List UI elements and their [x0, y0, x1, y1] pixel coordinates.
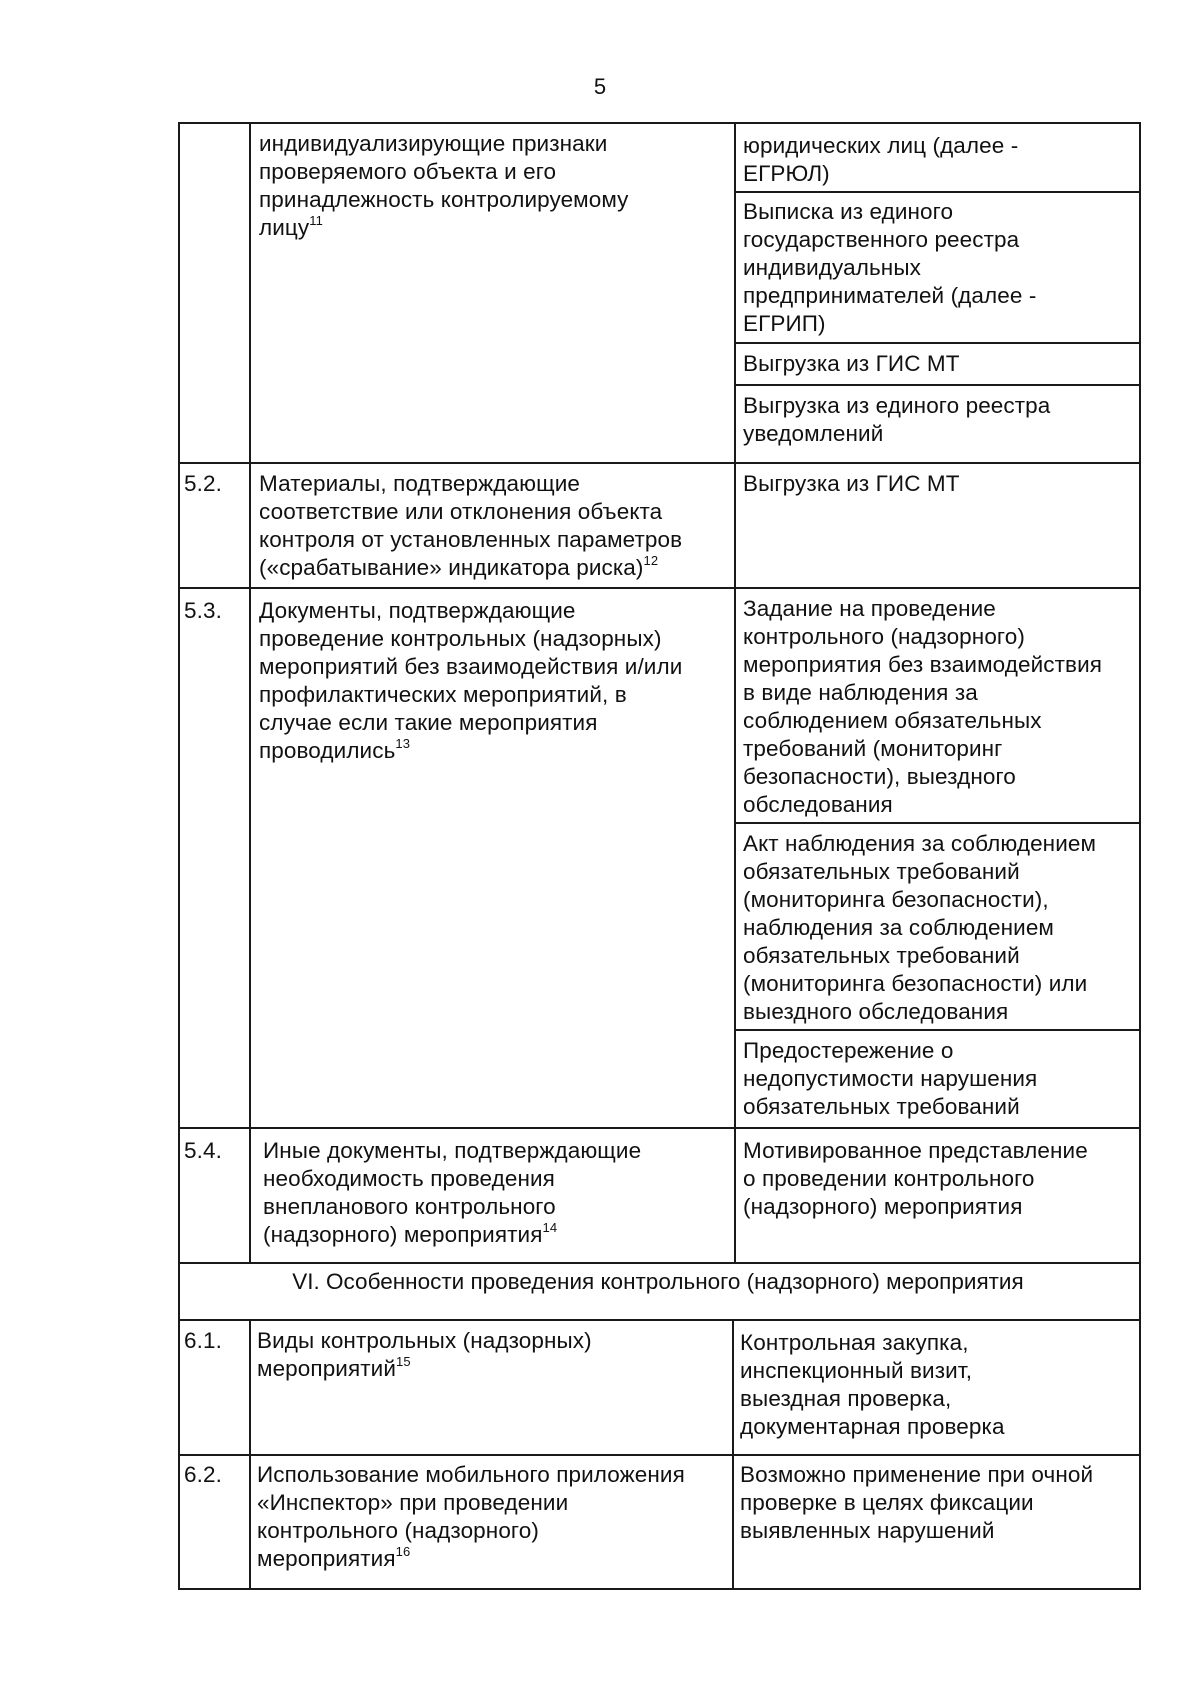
description-text: Иные документы, подтверждающие необходимость проведения внепланового контрольного (надзорного) мероприятия	[263, 1138, 642, 1247]
row-5-1-source-2: Выписка из единого государственного реестра индивидуальных предпринимателей (далее - ЕГРИП)	[743, 199, 1037, 336]
row-divider	[178, 1454, 1140, 1456]
subcell-divider	[734, 822, 1140, 824]
row-number: 5.3.	[184, 598, 222, 623]
row-5-3-source-2: Акт наблюдения за соблюдением обязательных требований (мониторинга безопасности), наблюдения за соблюдением обязательных требований (мониторинга безопасности) или выездного обследования	[743, 831, 1097, 1024]
page-number: 5	[593, 74, 607, 99]
row-divider	[178, 587, 1140, 589]
footnote-ref: 14	[542, 1219, 558, 1235]
footnote-ref: 16	[395, 1543, 411, 1559]
column-divider	[734, 122, 736, 1264]
row-5-1-source-3: Выгрузка из ГИС МТ	[743, 351, 960, 376]
column-divider	[249, 122, 251, 1264]
row-6-1-source-1: Контрольная закупка, инспекционный визит, выездная проверка, документарная проверка	[740, 1330, 1005, 1439]
row-5-3-source-3: Предостережение о недопустимости нарушения обязательных требований	[743, 1038, 1038, 1119]
row-5-3-description	[259, 597, 729, 765]
description-text: Документы, подтверждающие проведение контрольных (надзорных) мероприятий без взаимодействия и/или профилактических мероприятий, в случае если такие мероприятия проводились	[259, 598, 683, 763]
row-5-4-source-1: Мотивированное представление о проведении контрольного (надзорного) мероприятия	[743, 1138, 1088, 1219]
row-5-3-source-1: Задание на проведение контрольного (надзорного) мероприятия без взаимодействия в виде наблюдения за соблюдением обязательных требований (мониторинг безопасности), выездного обследования	[743, 596, 1103, 817]
table-border-bottom	[178, 1588, 1140, 1590]
row-6-1-description	[257, 1327, 727, 1383]
row-divider	[178, 462, 1140, 464]
description-text: Использование мобильного приложения «Инспектор» при проведении контрольного (надзорного) мероприятия	[257, 1462, 685, 1571]
subcell-divider	[734, 384, 1140, 386]
row-5-4-description	[263, 1137, 729, 1249]
footnote-ref: 13	[395, 735, 411, 751]
row-6-2-description	[257, 1461, 731, 1573]
subcell-divider	[734, 1029, 1140, 1031]
row-divider	[178, 1262, 1140, 1264]
description-text: Материалы, подтверждающие соответствие или отклонения объекта контроля от установленных параметров («срабатывание» индикатора риска)	[259, 471, 683, 580]
footnote-ref: 15	[396, 1353, 411, 1369]
column-divider	[249, 1319, 251, 1590]
row-number: 5.2.	[184, 471, 222, 496]
subcell-divider	[734, 191, 1140, 193]
table-border-left	[178, 122, 180, 1590]
row-5-2-description	[259, 470, 729, 582]
row-number: 6.2.	[184, 1462, 222, 1487]
row-divider	[178, 1319, 1140, 1321]
row-5-2-source-1: Выгрузка из ГИС МТ	[743, 471, 960, 496]
footnote-ref: 12	[643, 552, 659, 568]
row-number: 5.4.	[184, 1138, 222, 1163]
table-border-top	[178, 122, 1140, 124]
row-6-2-source-1: Возможно применение при очной проверке в целях фиксации выявленных нарушений	[740, 1462, 1094, 1543]
column-divider	[732, 1319, 734, 1590]
row-5-1-source-4: Выгрузка из единого реестра уведомлений	[743, 393, 1051, 446]
subcell-divider	[734, 342, 1140, 344]
row-5-1-source-1: юридических лиц (далее - ЕГРЮЛ)	[743, 133, 1019, 186]
table-border-right	[1139, 122, 1141, 1590]
row-5-1-description	[259, 130, 729, 242]
footnote-ref: 11	[309, 212, 323, 228]
row-number: 6.1.	[184, 1328, 222, 1353]
description-text: Виды контрольных (надзорных) мероприятий	[257, 1328, 592, 1381]
section-vi-heading: VI. Особенности проведения контрольного (надзорного) мероприятия	[292, 1269, 1024, 1294]
row-divider	[178, 1127, 1140, 1129]
description-text: индивидуализирующие признаки проверяемого объекта и его принадлежность контролируемому лицу	[259, 131, 629, 240]
